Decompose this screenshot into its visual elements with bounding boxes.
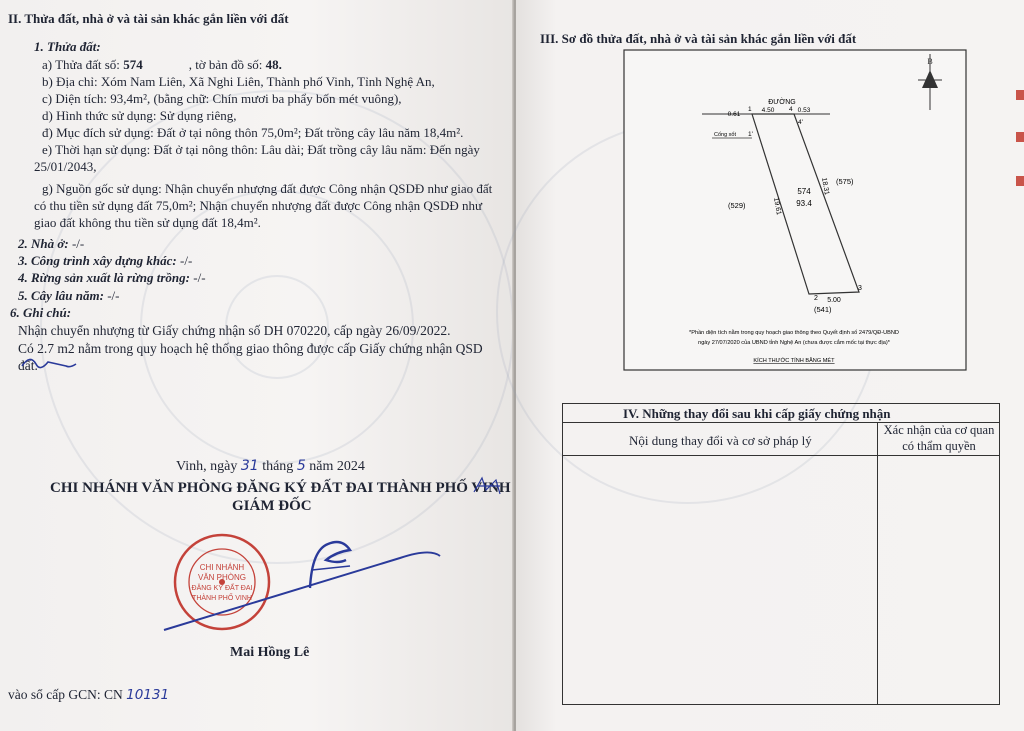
svg-text:CHI NHÁNH: CHI NHÁNH xyxy=(199,563,245,572)
perennial-line: 5. Cây lâu năm: -/- xyxy=(18,288,120,303)
page-edge-mark xyxy=(1016,90,1024,100)
parcel-number: 574 xyxy=(797,187,811,196)
usage-purpose-line: đ) Mục đích sử dụng: Đất ở tại nông thôn 75,0m²; Đất trồng cây lâu năm 18,4m². xyxy=(42,125,464,140)
director-signature xyxy=(160,530,460,640)
neighbor-541: (541) xyxy=(814,305,832,314)
svg-text:THÀNH PHỐ VINH: THÀNH PHỐ VINH xyxy=(192,595,252,602)
scale-note: KÍCH THƯỚC TÍNH BẰNG MÉT xyxy=(753,358,835,364)
parcel-diagram xyxy=(622,48,968,372)
note-line-2: Có 2.7 m2 nằm trong quy hoạch hệ thống giao thông được cấp Giấy chứng nhận QSD xyxy=(18,341,483,356)
origin-line-3: giao đất không thu tiền sử dụng đất 18,4m². xyxy=(34,215,261,230)
address-line: b) Địa chỉ: Xóm Nam Liên, Xã Nghi Liên, Thành phố Vinh, Tỉnh Nghệ An, xyxy=(42,74,435,89)
svg-text:ĐĂNG KÝ ĐẤT ĐAI: ĐĂNG KÝ ĐẤT ĐAI xyxy=(191,585,253,592)
page-edge-mark xyxy=(1016,176,1024,186)
usage-form-line: d) Hình thức sử dụng: Sử dụng riêng, xyxy=(42,108,237,123)
section-title-ii: II. Thửa đất, nhà ở và tài sản khác gắn liền với đất xyxy=(8,11,289,26)
column-header-changes: Nội dung thay đổi và cơ sở pháp lý xyxy=(629,433,812,448)
point-2: 2 xyxy=(814,295,818,302)
diagram-frame xyxy=(624,50,966,370)
note-line-1: Nhận chuyển nhượng từ Giấy chứng nhận số DH 070220, cấp ngày 26/09/2022. xyxy=(18,323,451,338)
area-line: c) Diện tích: 93,4m², (bằng chữ: Chín mươi ba phẩy bốn mét vuông), xyxy=(42,91,402,106)
page-edge-mark xyxy=(1016,132,1024,142)
dim-053: 0.53 xyxy=(797,107,811,114)
changes-table xyxy=(562,403,1000,705)
bottom-length: 5.00 xyxy=(827,297,841,304)
point-3: 3 xyxy=(858,285,862,292)
initials-mark-2 xyxy=(470,472,506,500)
note-line-3: đất. xyxy=(18,358,38,373)
column-header-confirmation-1: Xác nhận của cơ quan xyxy=(883,423,995,437)
culvert-label: Cống xốt xyxy=(714,132,737,138)
origin-line-1: g) Nguồn gốc sử dụng: Nhận chuyển nhượng đất được Công nhận QSDĐ như giao đất xyxy=(42,181,493,196)
dim-450: 4.50 xyxy=(761,107,775,114)
other-construction-line: 3. Công trình xây dựng khác: -/- xyxy=(18,253,193,268)
planning-note-2: ngày 27/07/2020 của UBND tỉnh Nghệ An (chưa được cắm mốc tại thực địa)* xyxy=(698,340,890,346)
svg-text:VĂN PHÒNG: VĂN PHÒNG xyxy=(197,573,247,582)
point-1-prime: 1' xyxy=(748,131,753,138)
point-4-prime: 4' xyxy=(798,119,803,126)
director-title: GIÁM ĐỐC xyxy=(232,498,312,514)
origin-line-2: có thu tiền sử dụng đất 75,0m²; Nhận chuyển nhượng đất được Công nhận QSDĐ như xyxy=(34,198,483,213)
neighbor-529: (529) xyxy=(728,201,746,210)
house-line: 2. Nhà ở: -/- xyxy=(18,236,85,251)
dim-061: 0.61 xyxy=(727,111,741,118)
registration-number: vào sổ cấp GCN: CN 10131 xyxy=(8,687,170,703)
usage-term-line: e) Thời hạn sử dụng: Đất ở tại nông thôn: Lâu dài; Đất trồng cây lâu năm: Đến ngày xyxy=(42,142,480,157)
side-left-length: 19.61 xyxy=(772,197,782,216)
planning-note-1: *Phần diện tích nằm trong quy hoạch giao thông theo Quyết định số 2479/QĐ-UBND xyxy=(689,330,899,336)
svg-text:B: B xyxy=(927,57,933,66)
parcel-line: a) Thửa đất số: 574 , tờ bản đồ số: 48. xyxy=(42,57,282,72)
usage-term-date: 25/01/2043, xyxy=(34,159,97,174)
forest-line: 4. Rừng sản xuất là rừng trồng: -/- xyxy=(18,270,206,285)
road-label: ĐƯỜNG xyxy=(768,99,796,106)
point-1: 1 xyxy=(748,106,752,113)
neighbor-575: (575) xyxy=(836,177,854,186)
issue-date: Vinh, ngày 31 tháng 5 năm 2024 xyxy=(176,458,365,474)
heading-parcel: 1. Thửa đất: xyxy=(34,39,101,54)
signer-name: Mai Hồng Lê xyxy=(230,645,310,660)
notes-heading: 6. Ghi chú: xyxy=(10,305,72,320)
parcel-area: 93.4 xyxy=(796,199,812,208)
point-4: 4 xyxy=(789,106,793,113)
section-title-iv: IV. Những thay đổi sau khi cấp giấy chứng nhận xyxy=(623,406,891,421)
issuing-office: CHI NHÁNH VĂN PHÒNG ĐĂNG KÝ ĐẤT ĐAI THÀNH PHỐ VINH xyxy=(50,480,511,496)
side-right-length: 18.31 xyxy=(820,177,830,196)
column-header-confirmation-2: có thẩm quyền xyxy=(902,439,976,453)
initials-mark xyxy=(18,352,78,376)
section-title-iii: III. Sơ đồ thửa đất, nhà ở và tài sản khác gắn liền với đất xyxy=(540,31,857,46)
